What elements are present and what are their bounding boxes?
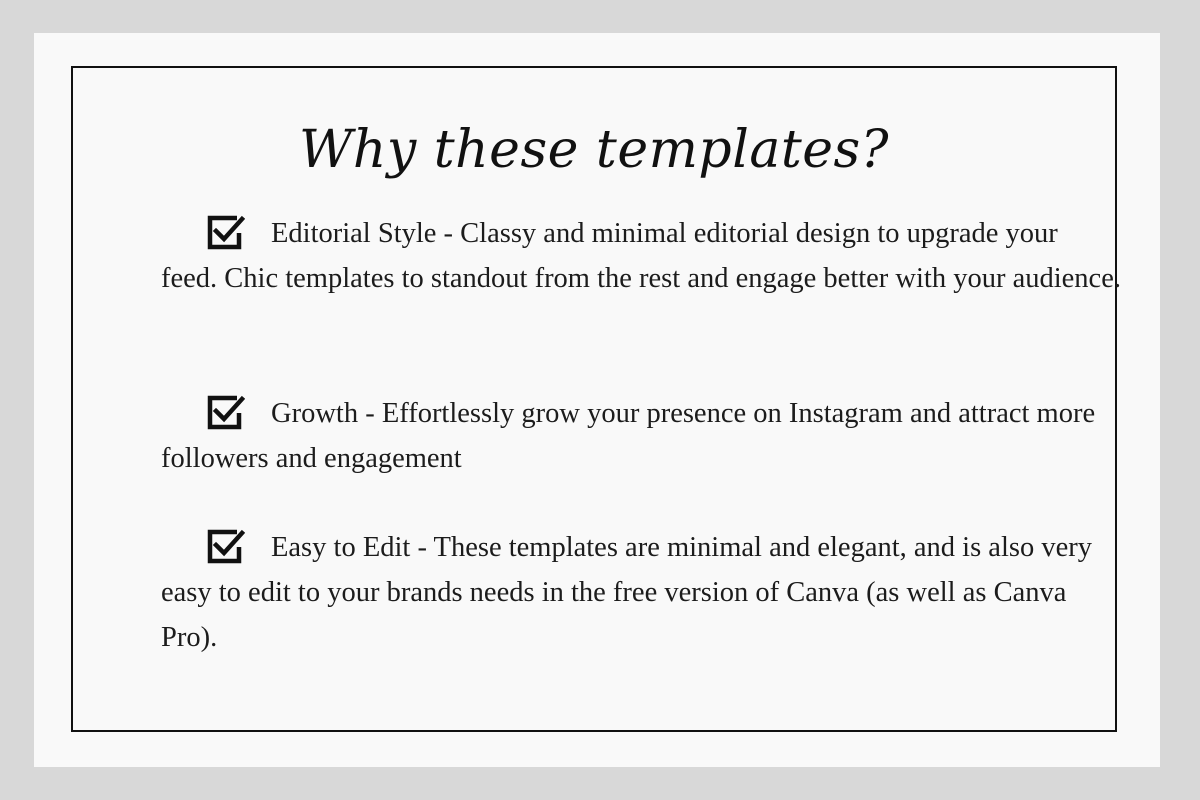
promo-card (34, 33, 1160, 767)
feature-item-editorial-style (161, 211, 1121, 301)
feature-item-easy-to-edit (161, 525, 1121, 660)
feature-text: Editorial Style - Classy and minimal editorial design to upgrade your feed. Chic templates to standout from the rest and engage better with your audience. (161, 218, 1121, 294)
checkbox-checked-icon (205, 527, 245, 565)
feature-text: Easy to Edit - These templates are minimal and elegant, and is also very easy to edit to your brands needs in the free version of Canva (as well as Canva Pro). (161, 532, 1092, 653)
checkbox-checked-icon (205, 213, 245, 251)
card-border-frame (71, 66, 1121, 732)
feature-item-growth (161, 391, 1121, 481)
feature-text: Growth - Effortlessly grow your presence on Instagram and attract more followers and engagement (161, 398, 1096, 474)
card-title: Why these templates? (298, 120, 890, 180)
checkbox-checked-icon (205, 393, 245, 431)
